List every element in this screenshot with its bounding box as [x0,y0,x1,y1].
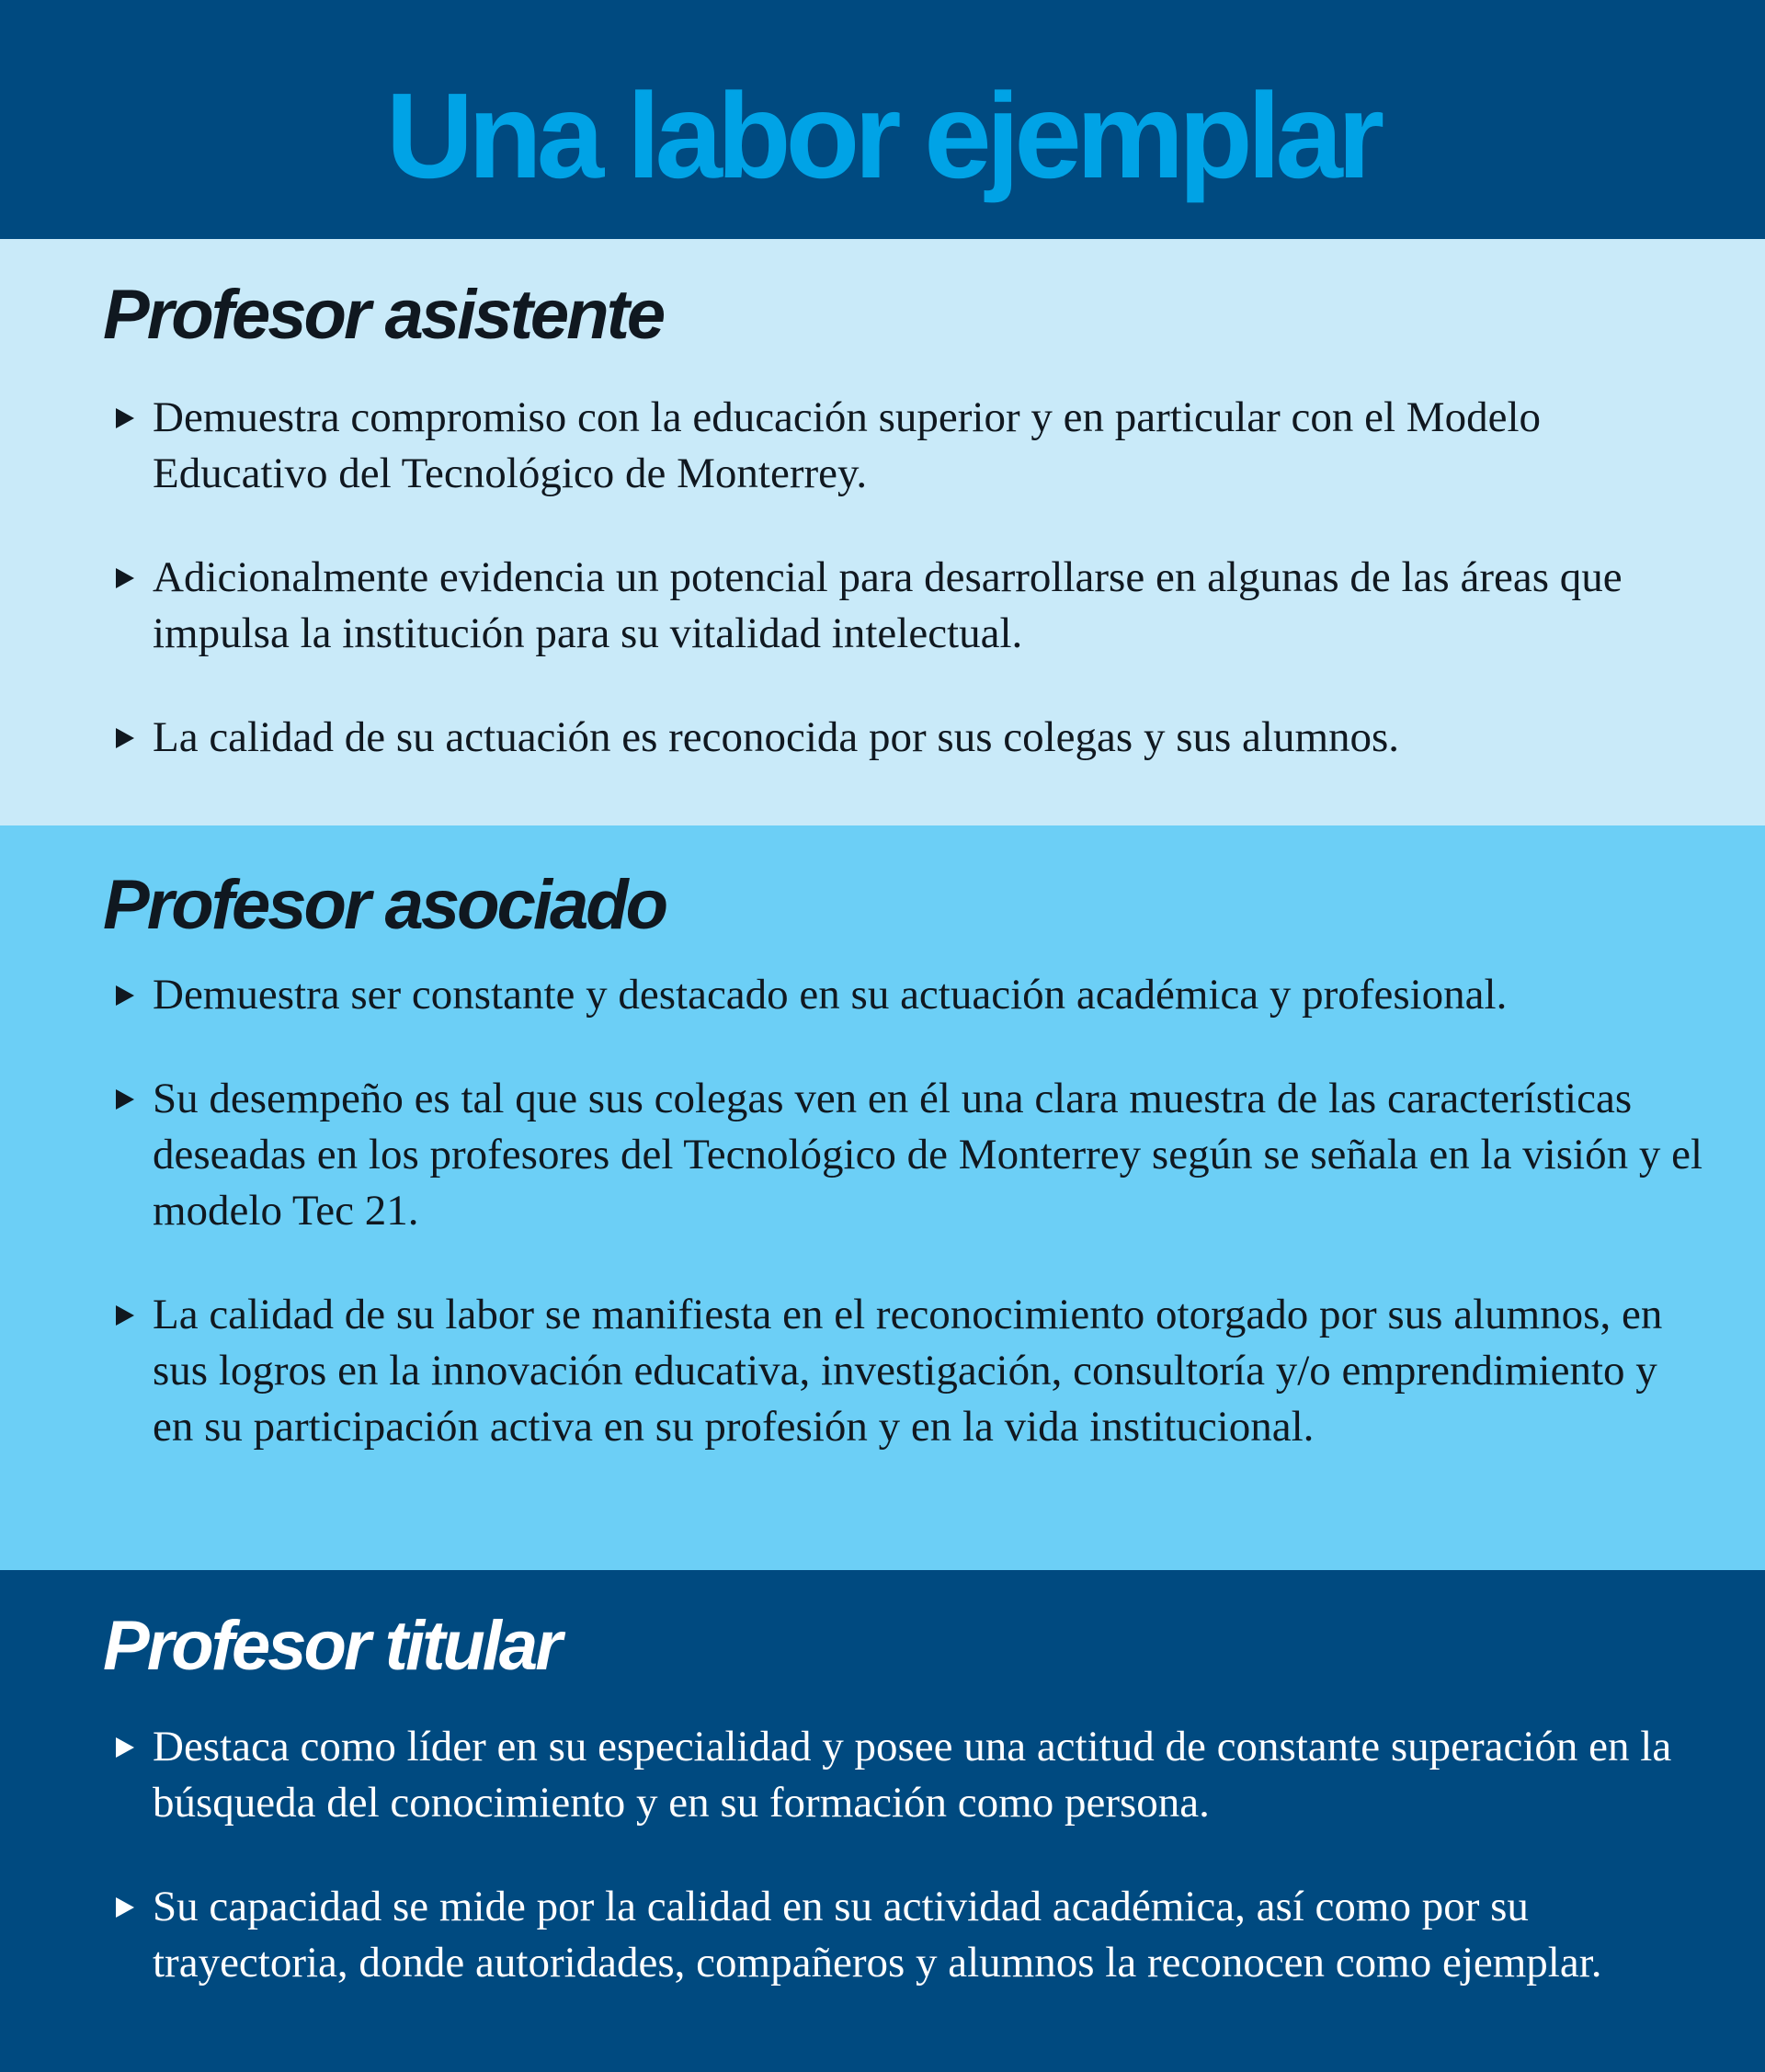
section-heading: Profesor titular [103,1607,560,1685]
list-item-text: Demuestra ser constante y destacado en su actuación académica y profesional. [153,971,1508,1019]
list-item-text: Adicionalmente evidencia un potencial para desarrollarse en algunas de las áreas que impulsa la institución para su vitalidad intelectual. [153,553,1623,657]
list-item-text: Destaca como líder en su especialidad y posee una actitud de constante superación en la búsqueda del conocimiento y en su formación como persona. [153,1723,1672,1827]
section-heading: Profesor asociado [103,866,666,944]
section-profesor-asistente [0,239,1765,825]
list-item [103,710,1702,766]
list-item [103,1879,1702,1991]
bullet-arrow-icon [116,1897,134,1918]
list-item [103,1287,1702,1455]
bullet-arrow-icon [116,568,134,588]
list-item [103,390,1702,502]
bullet-list [103,1688,1728,1991]
section-profesor-titular [0,1570,1765,2072]
list-item-text: La calidad de su labor se manifiesta en el reconocimiento otorgado por sus alumnos, en sus logros en la innovación educativa, investigación, consultoría y/o emprendimiento y en su participación activa en su profesión y en la vida institucional. [153,1291,1663,1451]
header-banner [0,0,1765,239]
bullet-arrow-icon [116,1089,134,1110]
bullet-arrow-icon [116,1305,134,1326]
bullet-list [103,947,1728,1455]
list-item-text: Su capacidad se mide por la calidad en su actividad académica, así como por su trayectoria, donde autoridades, compañeros y alumnos la reconocen como ejemplar. [153,1883,1602,1987]
bullet-arrow-icon [116,728,134,748]
list-item [103,967,1702,1023]
list-item-text: La calidad de su actuación es reconocida por sus colegas y sus alumnos. [153,713,1400,761]
list-item-text: Su desempeño es tal que sus colegas ven en él una clara muestra de las características deseadas en los profesores del Tecnológico de Monterrey según se señala en la visión y el modelo Tec 21. [153,1075,1703,1235]
bullet-list [103,357,1728,766]
bullet-arrow-icon [116,408,134,428]
list-item-text: Demuestra compromiso con la educación superior y en particular con el Modelo Educativo del Tecnológico de Monterrey. [153,393,1542,497]
bullet-arrow-icon [116,985,134,1006]
list-item [103,1071,1702,1239]
section-heading: Profesor asistente [103,276,664,354]
page-title: Una labor ejemplar [385,68,1380,203]
section-profesor-asociado [0,825,1765,1570]
list-item [103,1719,1702,1831]
bullet-arrow-icon [116,1737,134,1758]
list-item [103,550,1702,662]
